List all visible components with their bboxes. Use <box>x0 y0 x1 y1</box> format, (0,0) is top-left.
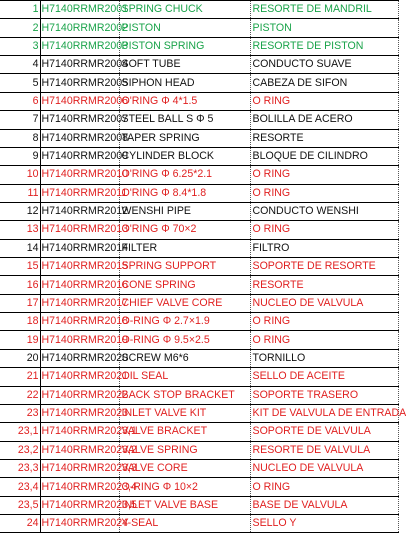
part-code-cell: H7140RRMR2021 <box>40 368 119 386</box>
item-number-cell: 23,5 <box>0 496 40 514</box>
part-code-cell: H7140RRMR2012 <box>40 202 119 220</box>
english-description-cell: PISTON <box>119 19 250 37</box>
item-number-cell: 2 <box>0 19 40 37</box>
english-description-cell: O'RING Φ 4*1.5 <box>119 92 250 110</box>
part-code-cell: H7140RRMR2005 <box>40 74 119 92</box>
item-number-cell: 24 <box>0 515 40 533</box>
item-number-cell: 10 <box>0 166 40 184</box>
table-row <box>0 478 398 496</box>
part-code-cell: H7140RRMR2007 <box>40 111 119 129</box>
item-number-cell: 23,2 <box>0 441 40 459</box>
spanish-description-cell: O RING <box>250 221 398 239</box>
spanish-description-cell: BLOQUE DE CILINDRO <box>250 147 398 165</box>
english-description-cell: O'RING Φ 8.4*1.8 <box>119 184 250 202</box>
spanish-description-cell: O RING <box>250 184 398 202</box>
spanish-description-cell: O RING <box>250 92 398 110</box>
spanish-description-cell: BOLILLA DE ACERO <box>250 111 398 129</box>
english-description-cell: Y-SEAL <box>119 515 250 533</box>
part-code-cell: H7140RRMR2015 <box>40 258 119 276</box>
table-row <box>0 404 398 422</box>
spanish-description-cell: TORNILLO <box>250 349 398 367</box>
part-code-cell: H7140RRMR2023,1 <box>40 423 119 441</box>
table-row <box>0 166 398 184</box>
table-row <box>0 56 398 74</box>
english-description-cell: O'RING Φ 6.25*2.1 <box>119 166 250 184</box>
spanish-description-cell: O RING <box>250 166 398 184</box>
english-description-cell: CHIEF VALVE CORE <box>119 294 250 312</box>
table-row <box>0 313 398 331</box>
table-row <box>0 19 398 37</box>
english-description-cell: OIL SEAL <box>119 368 250 386</box>
spanish-description-cell: RESORTE <box>250 276 398 294</box>
spanish-description-cell: NUCLEO DE VALVULA <box>250 459 398 477</box>
spanish-description-cell: SELLO DE ACEITE <box>250 368 398 386</box>
table-row <box>0 515 398 533</box>
item-number-cell: 23,3 <box>0 459 40 477</box>
spanish-description-cell: KIT DE VALVULA DE ENTRADA <box>250 404 398 422</box>
spanish-description-cell: CABEZA DE SIFON <box>250 74 398 92</box>
english-description-cell: WENSHI PIPE <box>119 202 250 220</box>
item-number-cell: 9 <box>0 147 40 165</box>
table-row <box>0 147 398 165</box>
table-row <box>0 276 398 294</box>
item-number-cell: 15 <box>0 258 40 276</box>
english-description-cell: FILTER <box>119 239 250 257</box>
spanish-description-cell: FILTRO <box>250 239 398 257</box>
part-code-cell: H7140RRMR2011 <box>40 184 119 202</box>
item-number-cell: 3 <box>0 37 40 55</box>
spanish-description-cell: SOPORTE DE VALVULA <box>250 423 398 441</box>
part-code-cell: H7140RRMR2006 <box>40 92 119 110</box>
table-row <box>0 239 398 257</box>
part-code-cell: H7140RRMR2003 <box>40 37 119 55</box>
table-row <box>0 37 398 55</box>
english-description-cell: SCREW M6*6 <box>119 349 250 367</box>
part-code-cell: H7140RRMR2008 <box>40 129 119 147</box>
table-row <box>0 349 398 367</box>
item-number-cell: 1 <box>0 1 40 19</box>
table-row <box>0 459 398 477</box>
part-code-cell: H7140RRMR2024 <box>40 515 119 533</box>
english-description-cell: VALVE BRACKET <box>119 423 250 441</box>
spanish-description-cell: SELLO Y <box>250 515 398 533</box>
part-code-cell: H7140RRMR2023,3 <box>40 459 119 477</box>
spanish-description-cell: SOPORTE DE RESORTE <box>250 258 398 276</box>
item-number-cell: 11 <box>0 184 40 202</box>
table-row <box>0 368 398 386</box>
english-description-cell: INLET VALVE KIT <box>119 404 250 422</box>
english-description-cell: SOFT TUBE <box>119 56 250 74</box>
item-number-cell: 16 <box>0 276 40 294</box>
spanish-description-cell: CONDUCTO SUAVE <box>250 56 398 74</box>
spanish-description-cell: O RING <box>250 313 398 331</box>
item-number-cell: 22 <box>0 386 40 404</box>
item-number-cell: 23,4 <box>0 478 40 496</box>
english-description-cell: O-RING Φ 9.5×2.5 <box>119 331 250 349</box>
spanish-description-cell: RESORTE DE VALVULA <box>250 441 398 459</box>
item-number-cell: 19 <box>0 331 40 349</box>
part-code-cell: H7140RRMR2022 <box>40 386 119 404</box>
item-number-cell: 17 <box>0 294 40 312</box>
part-code-cell: H7140RRMR2013 <box>40 221 119 239</box>
item-number-cell: 13 <box>0 221 40 239</box>
table-row <box>0 496 398 514</box>
part-code-cell: H7140RRMR2023,5 <box>40 496 119 514</box>
spanish-description-cell: CONDUCTO WENSHI <box>250 202 398 220</box>
table-row <box>0 1 398 19</box>
part-code-cell: H7140RRMR2023,4 <box>40 478 119 496</box>
item-number-cell: 12 <box>0 202 40 220</box>
part-code-cell: H7140RRMR2020 <box>40 349 119 367</box>
item-number-cell: 6 <box>0 92 40 110</box>
part-code-cell: H7140RRMR2023,2 <box>40 441 119 459</box>
english-description-cell: STEEL BALL S Φ 5 <box>119 111 250 129</box>
english-description-cell: SPRING CHUCK <box>119 1 250 19</box>
part-code-cell: H7140RRMR2002 <box>40 19 119 37</box>
table-row <box>0 294 398 312</box>
table-row <box>0 129 398 147</box>
spanish-description-cell: O RING <box>250 478 398 496</box>
english-description-cell: BACK STOP BRACKET <box>119 386 250 404</box>
english-description-cell: O-RING Φ 2.7×1.9 <box>119 313 250 331</box>
table-row <box>0 74 398 92</box>
part-code-cell: H7140RRMR2001 <box>40 1 119 19</box>
part-code-cell: H7140RRMR2014 <box>40 239 119 257</box>
item-number-cell: 23,1 <box>0 423 40 441</box>
table-row <box>0 331 398 349</box>
english-description-cell: O-RING Φ 10×2 <box>119 478 250 496</box>
table-row <box>0 258 398 276</box>
spanish-description-cell: O RING <box>250 331 398 349</box>
item-number-cell: 8 <box>0 129 40 147</box>
spanish-description-cell: SOPORTE TRASERO <box>250 386 398 404</box>
part-code-cell: H7140RRMR2009 <box>40 147 119 165</box>
table-row <box>0 92 398 110</box>
part-code-cell: H7140RRMR2010 <box>40 166 119 184</box>
part-code-cell: H7140RRMR2016 <box>40 276 119 294</box>
table-row <box>0 423 398 441</box>
part-code-cell: H7140RRMR2018 <box>40 313 119 331</box>
spanish-description-cell: RESORTE <box>250 129 398 147</box>
spanish-description-cell: BASE DE VALVULA <box>250 496 398 514</box>
part-code-cell: H7140RRMR2019 <box>40 331 119 349</box>
item-number-cell: 5 <box>0 74 40 92</box>
item-number-cell: 18 <box>0 313 40 331</box>
english-description-cell: PISTON SPRING <box>119 37 250 55</box>
table-row <box>0 221 398 239</box>
item-number-cell: 4 <box>0 56 40 74</box>
part-code-cell: H7140RRMR2023 <box>40 404 119 422</box>
spanish-description-cell: RESORTE DE MANDRIL <box>250 1 398 19</box>
item-number-cell: 23 <box>0 404 40 422</box>
spanish-description-cell: RESORTE DE PISTON <box>250 37 398 55</box>
table-row <box>0 111 398 129</box>
english-description-cell: VALVE SPRING <box>119 441 250 459</box>
english-description-cell: CONE SPRING <box>119 276 250 294</box>
item-number-cell: 20 <box>0 349 40 367</box>
part-code-cell: H7140RRMR2017 <box>40 294 119 312</box>
english-description-cell: SPRING SUPPORT <box>119 258 250 276</box>
spanish-description-cell: PISTON <box>250 19 398 37</box>
part-code-cell: H7140RRMR2004 <box>40 56 119 74</box>
english-description-cell: VALVE CORE <box>119 459 250 477</box>
table-row <box>0 441 398 459</box>
english-description-cell: O'RING Φ 70×2 <box>119 221 250 239</box>
item-number-cell: 14 <box>0 239 40 257</box>
spanish-description-cell: NUCLEO DE VALVULA <box>250 294 398 312</box>
parts-table-body <box>0 1 406 533</box>
english-description-cell: INLET VALVE BASE <box>119 496 250 514</box>
table-row <box>0 184 398 202</box>
table-row <box>0 386 398 404</box>
english-description-cell: SIPHON HEAD <box>119 74 250 92</box>
item-number-cell: 21 <box>0 368 40 386</box>
english-description-cell: TAPER SPRING <box>119 129 250 147</box>
item-number-cell: 7 <box>0 111 40 129</box>
english-description-cell: CYLINDER BLOCK <box>119 147 250 165</box>
table-row <box>0 202 398 220</box>
